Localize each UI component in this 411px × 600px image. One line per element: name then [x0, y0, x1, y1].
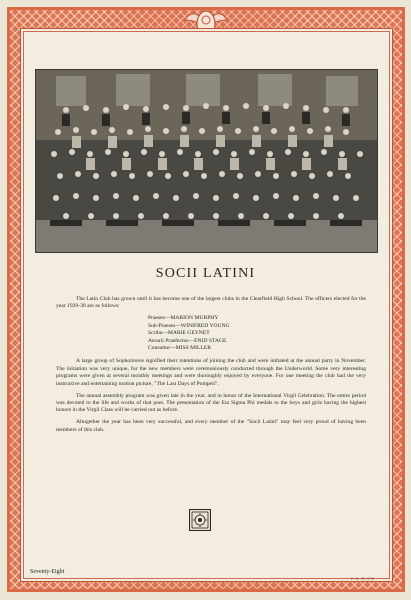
officer-item: Sub-Praeses—WINIFRED YOUNG: [148, 322, 230, 329]
paragraph-assembly: The annual assembly program was given late in the year, and in honor of the International Virgil Celebration. The entire period was devoted to the life and works of that poet. The presentation of the Eta Sigma Phi medals to the boys and girls having the highest honors in the Virgil Class will be carried out as before.: [56, 392, 366, 414]
officer-item: Scriba—MARIE GEYNET: [148, 330, 210, 337]
article-body: [56, 296, 366, 439]
paragraph-closing: Altogether the year has been very successful, and every member of the "Socii Latini" may feel very proud of having been members of this club.: [56, 419, 366, 433]
paragraph-intro: The Latin Club has grown until it has become one of the largest clubs in the Clearfield High School. The officers elected for the year 1929-30 are as follows:: [56, 296, 366, 310]
group-photo-image: [36, 70, 377, 252]
publisher-mark: J.A.O.CO: [351, 576, 375, 581]
officer-item: Consultor—MISS MILLER: [148, 345, 211, 352]
officer-item: Aerarii Praefectus—ENID STAGE: [148, 337, 227, 344]
club-emblem-icon: [189, 509, 211, 531]
officer-item: Praeses—MARION MURPHY: [148, 315, 219, 322]
group-photo: [35, 69, 378, 253]
page-title: SOCII LATINI: [155, 266, 256, 281]
page-number: Seventy-Eight: [30, 569, 65, 575]
paragraph-activities: A large group of Sophomores signified their intentions of joining the club and were initiated at the annual party in November. The initiation was very unique, for the new members were ceremoniously conducted through the Underworld. Some very interesting programs were given at several monthly meetings and were thoroughly enjoyed by everyone. For one meeting the club had the very instructive and entertaining motion picture, "The Last Days of Pompeii".: [56, 358, 366, 387]
officer-list: [56, 315, 366, 352]
